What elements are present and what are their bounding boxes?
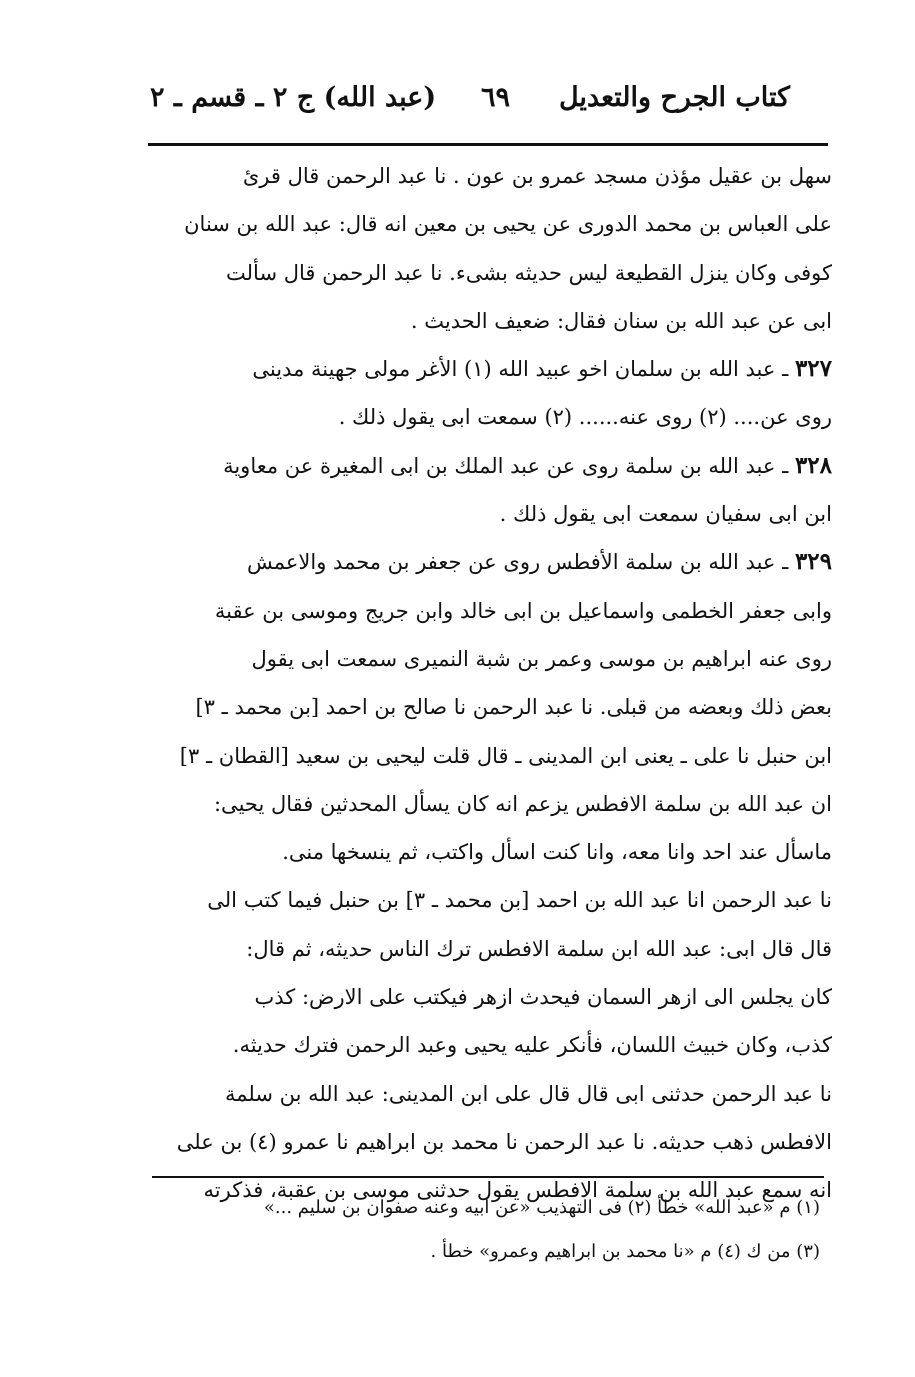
- line-text: سهل بن عقيل مؤذن مسجد عمرو بن عون . نا عبد الرحمن قال قرئ: [242, 164, 832, 188]
- book-title: كتاب الجرح والتعديل: [558, 82, 790, 113]
- text-line: [160, 297, 832, 345]
- entry-number: ٣٢٩: [794, 548, 832, 576]
- line-text: نا عبد الرحمن حدثنى ابى قال قال على ابن المدينى: عبد الله بن سلمة: [224, 1081, 832, 1106]
- line-text: انه سمع عبد الله بن سلمة الافطس يقول حدثنى موسى بن عقبة، فذكرته: [203, 1178, 832, 1203]
- line-text: على العباس بن محمد الدورى عن يحيى بن معين انه قال: عبد الله بن سنان: [184, 212, 832, 237]
- main-text: [160, 152, 832, 1215]
- line-text: كوفى وكان ينزل القطيعة ليس حديثه بشىء. نا عبد الرحمن قال سألت: [226, 260, 832, 285]
- line-text: الافطس ذهب حديثه. نا عبد الرحمن نا محمد بن ابراهيم نا عمرو (٤) بن على: [176, 1129, 832, 1154]
- text-line: [160, 1118, 832, 1166]
- footnote-divider: [152, 1176, 824, 1178]
- line-text: ـ عبد الله بن سلمة روى عن عبد الملك بن ابى المغيرة عن معاوية: [223, 453, 795, 478]
- footnote-line: (٣) من ك (٤) م «نا محمد بن ابراهيم وعمرو» خطأ .: [430, 1241, 820, 1262]
- text-line: [160, 393, 832, 441]
- footnote-line: (١) م «عبد الله» خطأ (٢) فى التهذيب «عن ابيه وعنه صفوان بن سليم ...»: [263, 1197, 820, 1218]
- entry-329-heading: [160, 538, 832, 586]
- volume-label: (عبد الله) ج ٢ ـ قسم ـ ٢: [150, 82, 437, 113]
- entry-327-heading: [160, 345, 832, 393]
- line-text: بعض ذلك وبعضه من قبلى. نا عبد الرحمن نا صالح بن احمد [بن محمد ـ ٣]: [195, 695, 832, 720]
- text-line: [160, 200, 832, 248]
- text-line: [160, 780, 832, 828]
- line-text: ابى عن عبد الله بن سنان فقال: ضعيف الحديث .: [410, 308, 832, 333]
- line-text: قال قال ابى: عبد الله ابن سلمة الافطس ترك الناس حديثه، ثم قال:: [246, 936, 832, 961]
- text-line: [160, 973, 832, 1021]
- line-text: ابن حنبل نا على ـ يعنى ابن المدينى ـ قال قلت ليحيى بن سعيد [القطان ـ ٣]: [179, 743, 832, 768]
- line-text: ـ عبد الله بن سلمة الأفطس روى عن جعفر بن محمد والاعمش: [246, 550, 795, 575]
- text-line: [160, 490, 832, 538]
- text-line: [160, 635, 832, 683]
- text-line: [160, 828, 832, 876]
- running-header: [150, 78, 790, 128]
- text-line: [160, 876, 832, 924]
- text-line: [160, 925, 832, 973]
- line-text: وابى جعفر الخطمى واسماعيل بن ابى خالد وابن جريج وموسى بن عقبة: [214, 598, 832, 623]
- line-text: ابن ابى سفيان سمعت ابى يقول ذلك .: [499, 502, 832, 527]
- text-line: [160, 683, 832, 731]
- line-text: ماسأل عند احد وانا معه، وانا كنت اسأل واكتب، ثم ينسخها منى.: [282, 840, 832, 865]
- text-line: [160, 1070, 832, 1118]
- line-text: ان عبد الله بن سلمة الافطس يزعم انه كان يسأل المحدثين فقال يحيى:: [213, 791, 832, 816]
- text-line: [160, 1021, 832, 1069]
- footnotes: [160, 1186, 820, 1274]
- text-line: [160, 587, 832, 635]
- entry-number: ٣٢٧: [794, 355, 832, 383]
- text-line: [160, 249, 832, 297]
- entry-328-heading: [160, 442, 832, 490]
- entry-number: ٣٢٨: [794, 451, 832, 479]
- text-line: [160, 152, 832, 200]
- line-text: روى عنه ابراهيم بن موسى وعمر بن شبة النميرى سمعت ابى يقول: [251, 646, 832, 671]
- line-text: نا عبد الرحمن انا عبد الله بن احمد [بن محمد ـ ٣] بن حنبل فيما كتب الى: [207, 888, 832, 913]
- text-line: [160, 732, 832, 780]
- line-text: روى عن.... (٢) روى عنه...... (٢) سمعت ابى يقول ذلك .: [338, 405, 832, 430]
- line-text: كان يجلس الى ازهر السمان فيحدث ازهر فيكتب على الارض: كذب: [254, 985, 832, 1010]
- line-text: كذب، وكان خبيث اللسان، فأنكر عليه يحيى وعبد الرحمن فترك حديثه.: [232, 1033, 832, 1058]
- header-divider: [148, 143, 828, 146]
- page-number: ٦٩: [480, 82, 510, 113]
- line-text: ـ عبد الله بن سلمان اخو عبيد الله (١) الأغر مولى جهينة مدينى: [252, 357, 795, 382]
